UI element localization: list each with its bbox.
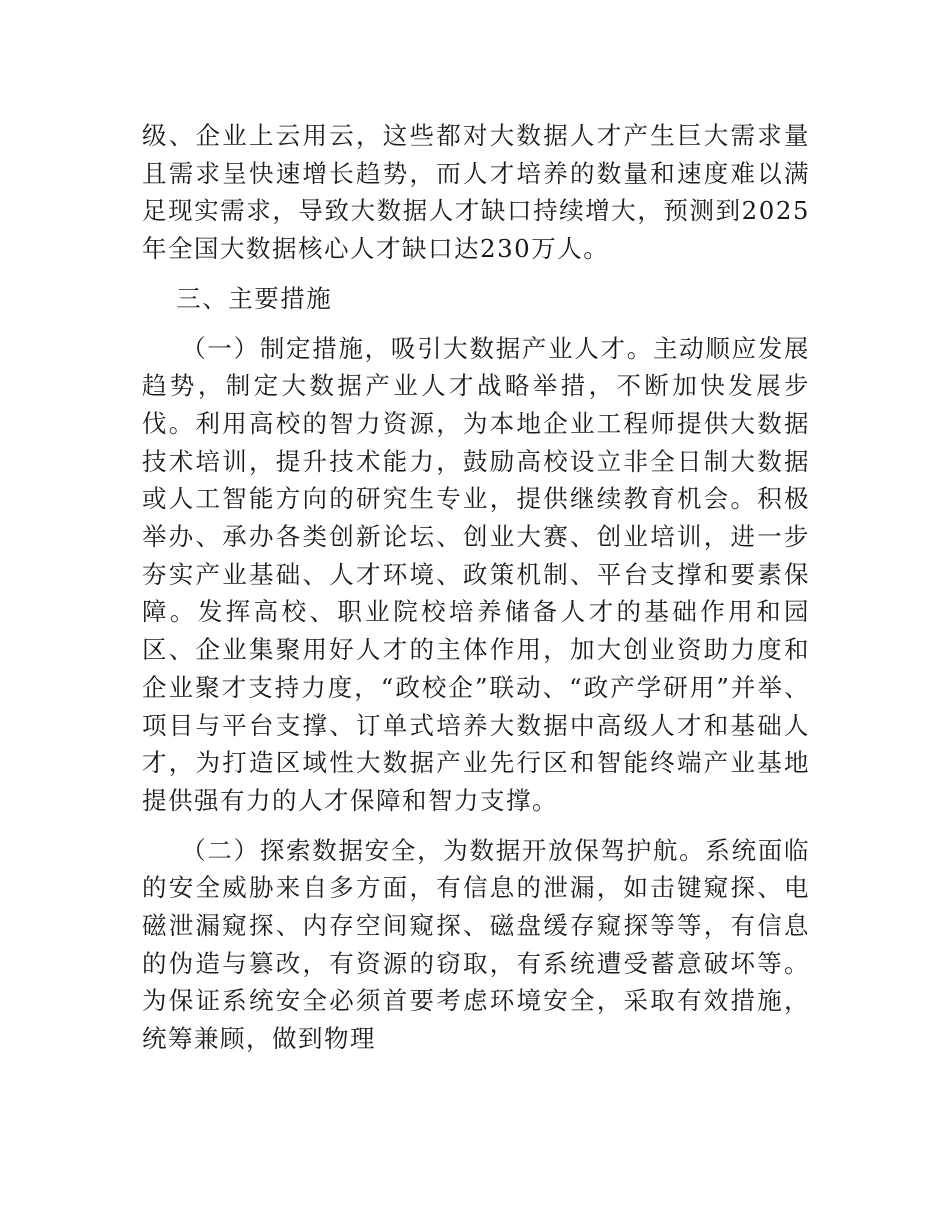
document-page	[142, 117, 810, 1058]
paragraph-measure-1: （一）制定措施，吸引大数据产业人才。主动顺应发展趋势，制定大数据产业人才战略举措，不断加快发展步伐。利用高校的智力资源，为本地企业工程师提供大数据技术培训，提升技术能力，鼓励高校设立非全日制大数据或人工智能方向的研究生专业，提供继续教育机会。积极举办、承办各类创新论坛、创业大赛、创业培训，进一步夯实产业基础、人才环境、政策机制、平台支撑和要素保障。发挥高校、职业院校培养储备人才的基础作用和园区、企业集聚用好人才的主体作用，加大创业资助力度和企业聚才支持力度，“政校企”联动、“政产学研用”并举、项目与平台支撑、订单式培养大数据中高级人才和基础人才，为打造区域性大数据产业先行区和智能终端产业基地提供强有力的人才保障和智力支撑。	[142, 333, 810, 815]
paragraph-measure-2: （二）探索数据安全，为数据开放保驾护航。系统面临的安全威胁来自多方面，有信息的泄漏，如击键窥探、电磁泄漏窥探、内存空间窥探、磁盘缓存窥探等等，有信息的伪造与篡改，有资源的窃取，有系统遭受蓄意破坏等。为保证系统安全必须首要考虑环境安全，采取有效措施，统筹兼顾，做到物理	[142, 835, 810, 1054]
section-heading-main-measures: 三、主要措施	[176, 283, 333, 313]
paragraph-intro: 级、企业上云用云，这些都对大数据人才产生巨大需求量且需求呈快速增长趋势，而人才培养的数量和速度难以满足现实需求，导致大数据人才缺口持续增大，预测到2025年全国大数据核心人才缺口达230万人。	[142, 121, 810, 264]
